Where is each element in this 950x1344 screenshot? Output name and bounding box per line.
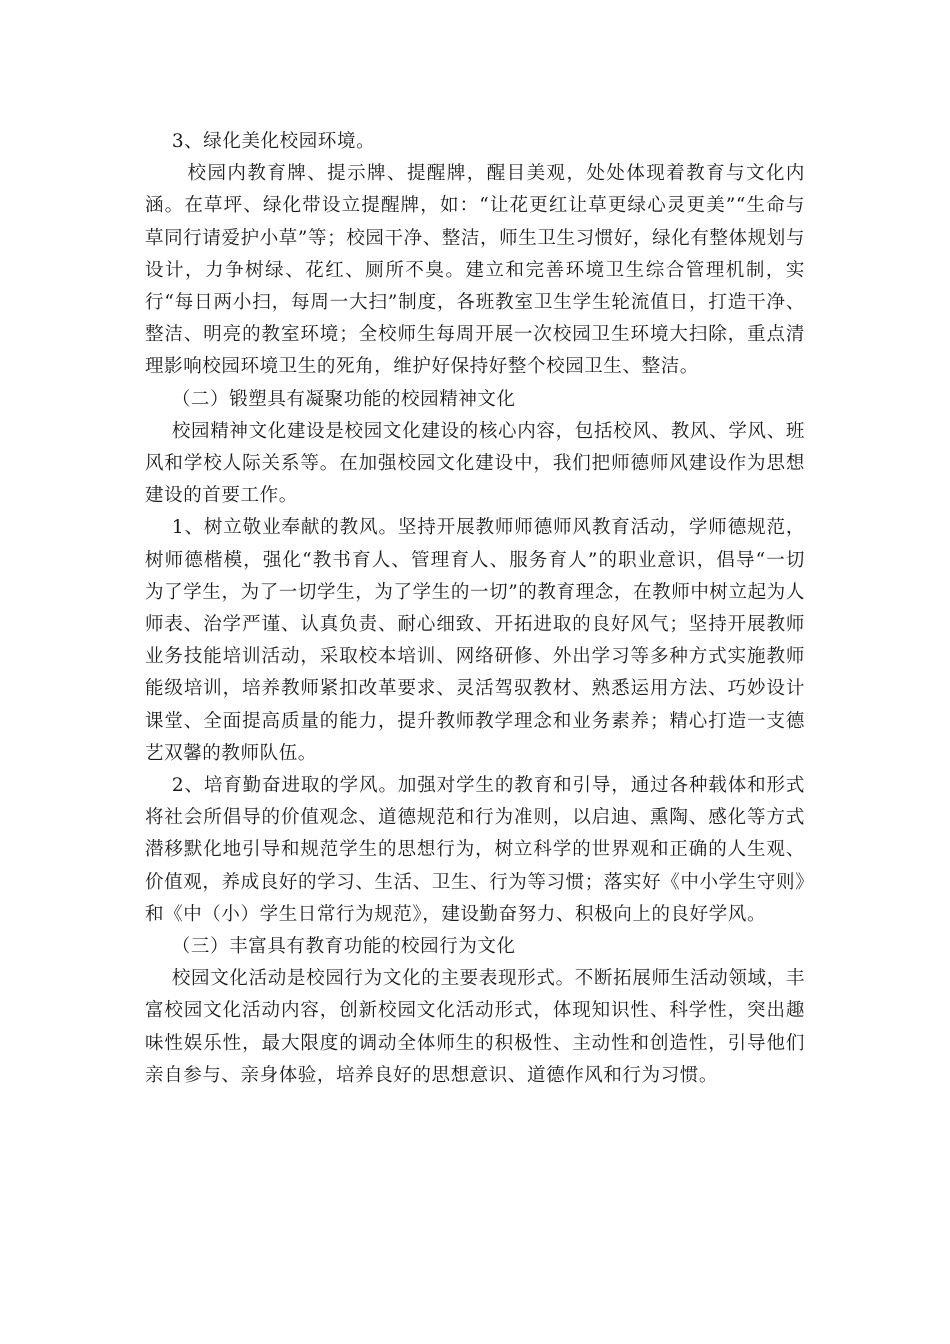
part2-intro-paragraph: 校园精神文化建设是校园文化建设的核心内容，包括校风、教风、学风、班风和学校人际关系等。在加强校园文化建设中，我们把师德师风建设作为思想建设的首要工作。: [145, 420, 805, 507]
part2-item1-paragraph: 1、树立敬业奉献的教风。坚持开展教师师德师风教育活动，学师德规范，树师德楷模，强化“教书育人、管理育人、服务育人”的职业意识，倡导“一切为了学生，为了一切学生，为了学生的一切”的教育理念，在教师中树立起为人师表、治学严谨、认真负责、耐心细致、开拓进取的良好风气；坚持开展教师业务技能培训活动，采取校本培训、网络研修、外出学习等多种方式实施教师能级培训，培养教师紧扣改革要求、灵活驾驭教材、熟悉运用方法、巧妙设计课堂、全面提高质量的能力，提升教师教学理念和业务素养；精心打造一支德艺双馨的教师队伍。: [145, 517, 805, 764]
part3-heading: （三）丰富具有教育功能的校园行为文化: [171, 936, 516, 958]
section3-heading: 3、绿化美化校园环境。: [171, 131, 376, 152]
part3-intro-paragraph: 校园文化活动是校园行为文化的主要表现形式。不断拓展师生活动领域，丰富校园文化活动内容，创新校园文化活动形式，体现知识性、科学性，突出趣味性娱乐性，最大限度的调动全体师生的积极性、主动性和创造性，引导他们亲自参与、亲身体验，培养良好的思想意识、道德作风和行为习惯。: [145, 968, 805, 1086]
part2-item2-paragraph: 2、培育勤奋进取的学风。加强对学生的教育和引导，通过各种载体和形式将社会所倡导的价值观念、道德规范和行为准则，以启迪、熏陶、感化等方式潜移默化地引导和规范学生的思想行为，树立科学的世界观和正确的人生观、价值观，养成良好的学习、生活、卫生、行为等习惯；落实好《中小学生守则》和《中（小）学生日常行为规范》，建设勤奋努力、积极向上的良好学风。: [145, 775, 805, 925]
document-body: [145, 126, 805, 1092]
section3-paragraph: 校园内教育牌、提示牌、提醒牌，醒目美观，处处体现着教育与文化内涵。在草坪、绿化带设立提醒牌，如：“让花更红让草更绿心灵更美”“生命与草同行请爱护小草”等；校园干净、整洁，师生卫生习惯好，绿化有整体规划与设计，力争树绿、花红、厕所不臭。建立和完善环境卫生综合管理机制，实行“每日两小扫，每周一大扫”制度，各班教室卫生学生轮流值日，打造干净、整洁、明亮的教室环境；全校师生每周开展一次校园卫生环境大扫除，重点清理影响校园环境卫生的死角，维护好保持好整个校园卫生、整洁。: [145, 163, 805, 378]
part2-heading: （二）锻塑具有凝聚功能的校园精神文化: [171, 388, 516, 410]
